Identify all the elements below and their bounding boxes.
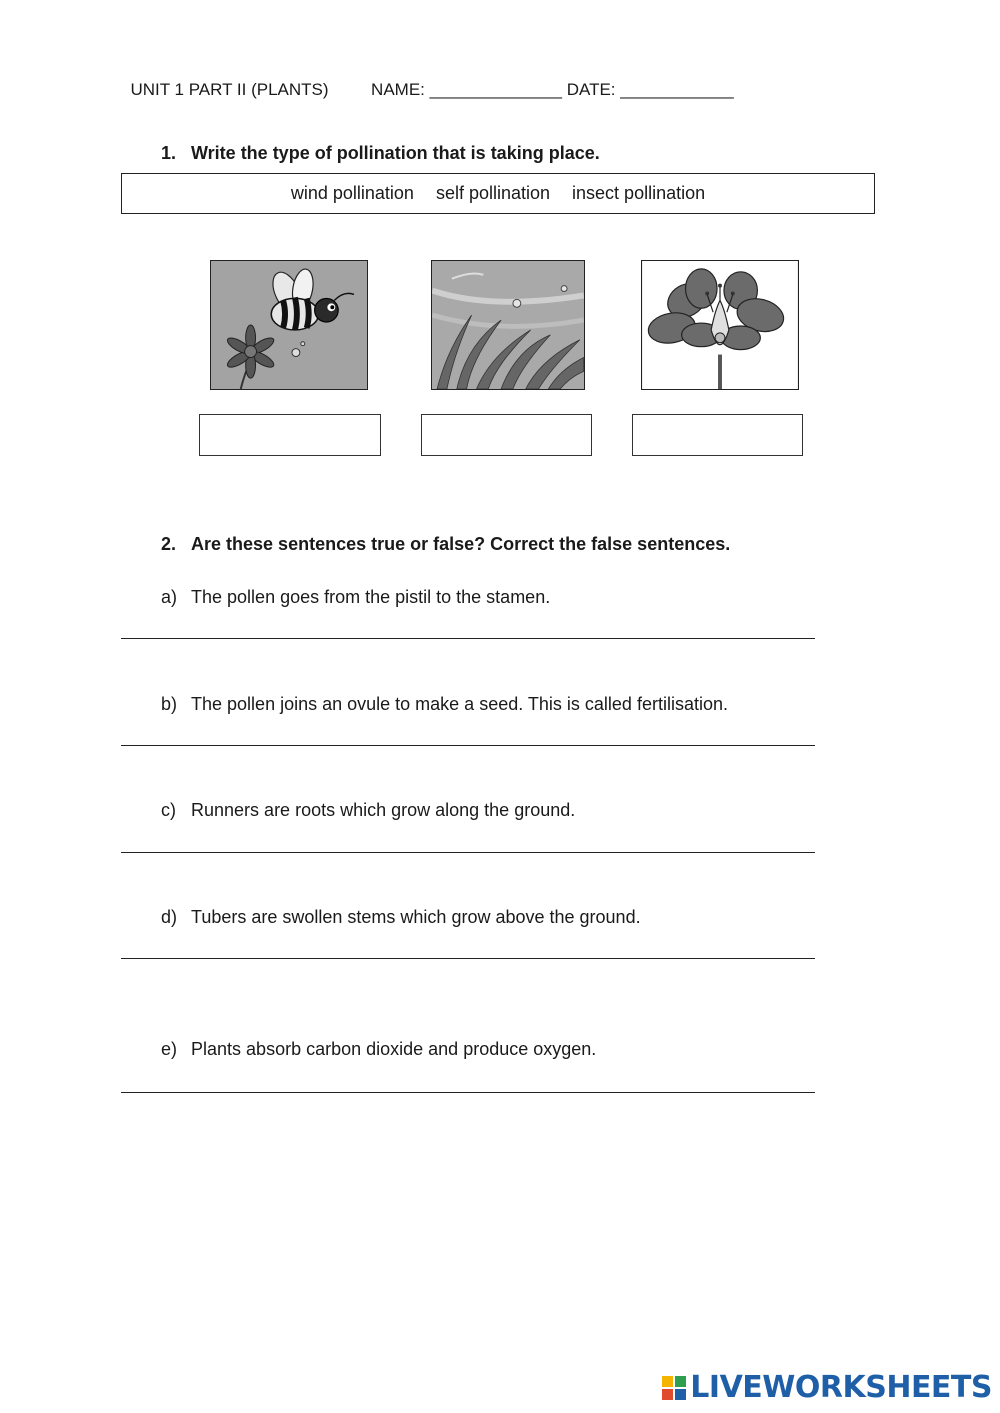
grass-illustration xyxy=(432,261,584,389)
worksheet-header xyxy=(121,60,734,100)
statement-letter: d) xyxy=(161,907,178,927)
logo-grid-icon xyxy=(662,1376,686,1400)
answer-box-1[interactable] xyxy=(199,414,381,456)
statement-text: Plants absorb carbon dioxide and produce oxygen. xyxy=(191,1039,597,1059)
question-number: 2. xyxy=(161,534,177,554)
answer-box-3[interactable] xyxy=(632,414,803,456)
answer-line-e[interactable] xyxy=(121,1092,815,1093)
statement-text: Runners are roots which grow along the ground. xyxy=(191,800,576,820)
statement-d xyxy=(151,886,641,928)
answer-box-2[interactable] xyxy=(421,414,592,456)
question-1-title xyxy=(151,122,600,164)
question-text: Write the type of pollination that is taking place. xyxy=(191,143,600,163)
statement-letter: b) xyxy=(161,694,178,714)
statement-text: The pollen goes from the pistil to the stamen. xyxy=(191,587,551,607)
question-2-title xyxy=(151,513,730,555)
word-bank xyxy=(121,173,875,214)
grass-picture xyxy=(431,260,585,390)
liveworksheets-logo xyxy=(662,1370,992,1405)
answer-line-c[interactable] xyxy=(121,852,815,853)
flower-picture xyxy=(641,260,799,390)
statement-text: The pollen joins an ovule to make a seed. This is called fertilisation. xyxy=(191,694,728,714)
statement-letter: e) xyxy=(161,1039,178,1059)
statement-letter: c) xyxy=(161,800,177,820)
question-text: Are these sentences true or false? Correct the false sentences. xyxy=(191,534,731,554)
word-bank-item: self pollination xyxy=(435,183,551,203)
statement-text: Tubers are swollen stems which grow above the ground. xyxy=(191,907,641,927)
question-number: 1. xyxy=(161,143,177,163)
answer-line-a[interactable] xyxy=(121,638,815,639)
statement-a xyxy=(151,566,550,608)
unit-title: UNIT 1 PART II (PLANTS) xyxy=(130,80,329,99)
date-label: DATE: ____________ xyxy=(566,80,734,99)
flower-illustration xyxy=(642,261,798,389)
answer-line-d[interactable] xyxy=(121,958,815,959)
name-label: NAME: ______________ xyxy=(371,80,562,99)
statement-letter: a) xyxy=(161,587,178,607)
statement-c xyxy=(151,779,575,821)
word-bank-item: wind pollination xyxy=(290,183,414,203)
answer-line-b[interactable] xyxy=(121,745,815,746)
bee-picture xyxy=(210,260,368,390)
bee-illustration xyxy=(211,261,367,389)
statement-e xyxy=(151,1018,596,1060)
statement-b xyxy=(151,673,728,715)
brand-name: LIVEWORKSHEETS xyxy=(690,1370,992,1405)
word-bank-item: insect pollination xyxy=(572,183,706,203)
